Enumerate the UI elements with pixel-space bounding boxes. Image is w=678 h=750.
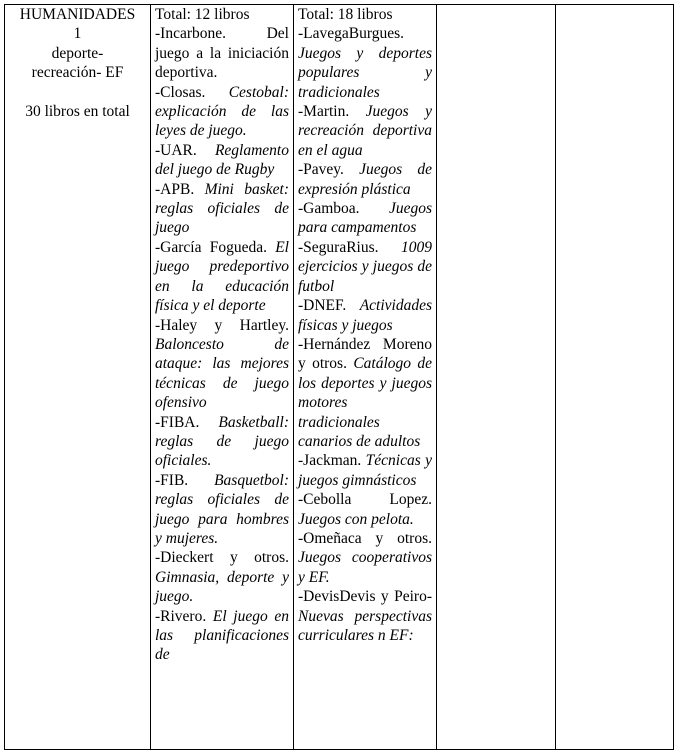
category-number: 1 [73, 25, 82, 43]
book-author: -Jackman. [298, 452, 362, 470]
book-entry [155, 238, 289, 316]
book-entry [298, 451, 432, 490]
book-title: Juegos y deportes populares y tradicionales [298, 44, 432, 101]
book-title: Del juego a la iniciación deportiva. [155, 25, 289, 82]
column-b-list [298, 24, 432, 645]
book-title: Cestobal: explicación de las leyes de juego. [155, 83, 289, 140]
book-entry [155, 24, 289, 82]
column-a-total: Total: 12 libros [155, 6, 250, 23]
book-author: -APB. [155, 180, 195, 198]
book-author: -Gamboa. [298, 200, 360, 218]
book-author: -UAR. [155, 141, 197, 159]
book-author: -Hernández Moreno y otros. [298, 335, 432, 373]
book-entry [298, 238, 432, 296]
book-author: -Rivero. [155, 607, 207, 625]
column-a-cell [151, 5, 294, 750]
book-author: -Haley y Hartley. [155, 316, 289, 334]
book-author: -SeguraRius. [298, 238, 379, 256]
book-entry [155, 180, 289, 238]
table-row [5, 5, 674, 750]
book-entry [155, 471, 289, 549]
book-entry [298, 587, 432, 645]
book-title: Juegos para campamentos [298, 200, 432, 237]
book-entry [155, 607, 289, 665]
book-entry [298, 296, 432, 335]
book-entry [298, 335, 432, 451]
book-title: Juegos con pelota. [298, 510, 414, 528]
book-entry [298, 529, 432, 587]
book-entry [298, 490, 432, 529]
spacer [9, 83, 146, 102]
book-author: -DevisDevis y Peiro- [298, 588, 432, 606]
book-author: -DNEF. [298, 297, 347, 315]
book-title: Basketball: reglas de juego oficiales. [155, 413, 289, 470]
category-total: 30 libros en total [25, 102, 130, 120]
book-title: El juego en las planificaciones de [155, 607, 289, 664]
book-title: Juegos de expresión plástica [298, 161, 432, 198]
book-entry [155, 548, 289, 606]
book-title: Juegos y recreación deportiva en el agua [298, 103, 432, 159]
book-author: -LavegaBurgues. [298, 25, 405, 43]
book-entry [155, 413, 289, 471]
book-entry [298, 199, 432, 238]
book-title: Reglamento del juego de Rugby [155, 141, 289, 179]
empty-cell-c [437, 5, 556, 750]
book-entry [155, 141, 289, 180]
book-title: El juego predeportivo en la educación física y el deporte [155, 238, 289, 315]
book-author: -Cebolla Lopez. [298, 491, 432, 509]
book-entry [298, 24, 432, 102]
book-title: Actividades físicas y juegos [298, 297, 432, 334]
book-author: -FIBA. [155, 413, 200, 431]
book-author: -García Fogueda. [155, 238, 267, 256]
book-title: Baloncesto de ataque: las mejores técnicas de juego ofensivo [155, 335, 289, 412]
column-b-cell [294, 5, 437, 750]
book-title: Juegos cooperativos y EF. [298, 549, 432, 586]
book-title: 1009 ejercicios y juegos de futbol [298, 238, 432, 295]
books-table [4, 4, 674, 750]
category-title: HUMANIDADES [19, 6, 136, 23]
category-cell [5, 5, 151, 750]
column-b-total: Total: 18 libros [298, 6, 393, 23]
book-title: Basquetbol: reglas oficiales de juego para hombres y mujeres. [155, 471, 289, 547]
book-title: Técnicas y juegos gimnásticos [298, 452, 432, 489]
category-subtitle-line2: recreación- EF [31, 64, 124, 82]
book-title: Mini basket: reglas oficiales de juego [155, 180, 289, 237]
book-author: -FIB. [155, 471, 189, 489]
book-title: Catálogo de los deportes y juegos motores tradicionales canarios de adultos [298, 355, 432, 450]
book-title: Gimnasia, deporte y juego. [155, 568, 289, 606]
column-a-list [155, 24, 289, 664]
book-author: -Dieckert y otros. [155, 549, 289, 567]
book-entry [298, 102, 432, 160]
book-author: -Closas. [155, 83, 206, 101]
empty-cell-d [556, 5, 674, 750]
book-author: -Pavey. [298, 161, 344, 179]
book-entry [155, 316, 289, 413]
book-title: Nuevas perspectivas curriculares n EF: [298, 607, 432, 644]
book-author: -Incarbone. [155, 25, 226, 43]
book-entry [298, 160, 432, 199]
book-author: -Omeñaca y otros. [298, 529, 432, 547]
category-subtitle-line1: deporte- [51, 44, 104, 62]
book-author: -Martin. [298, 103, 350, 121]
book-entry [155, 83, 289, 141]
